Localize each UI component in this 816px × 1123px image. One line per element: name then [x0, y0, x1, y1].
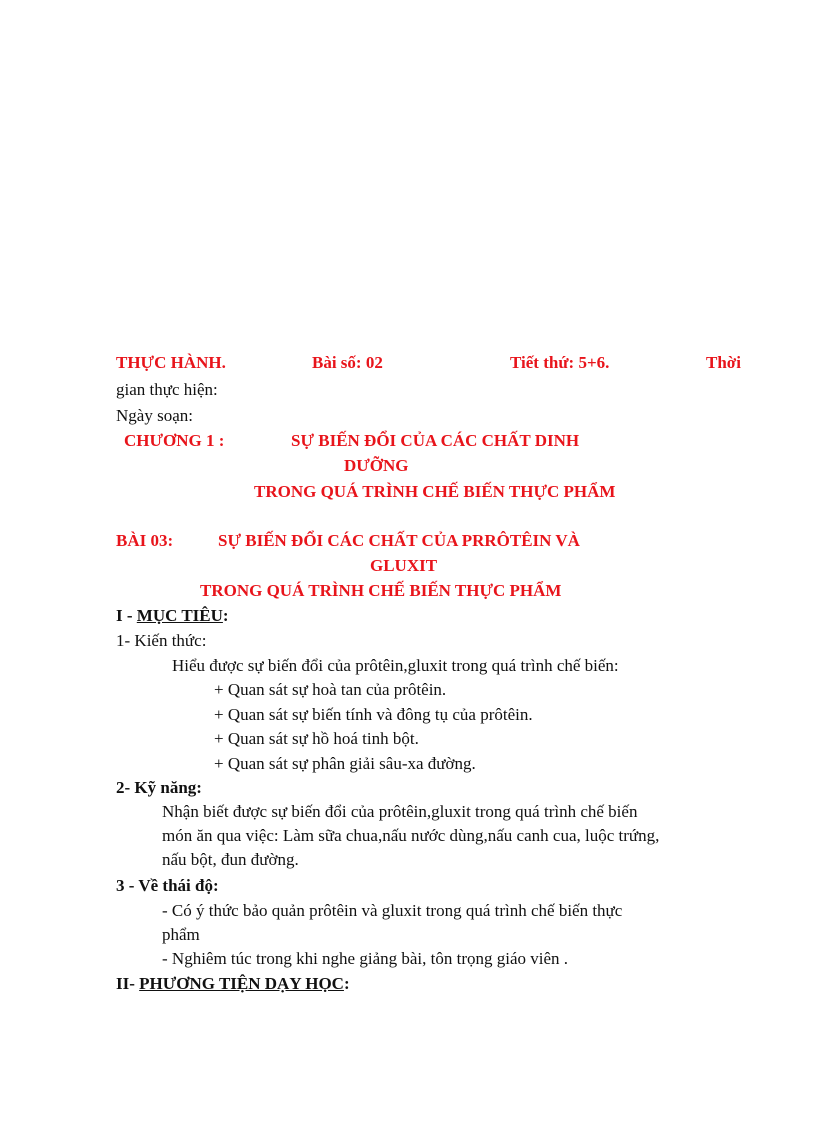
tiet-thu-label: Tiết thứ: 5+6.	[510, 353, 610, 372]
knowledge-item: + Quan sát sự hồ hoá tinh bột.	[214, 729, 419, 748]
lesson-label: BÀI 03:	[116, 531, 174, 550]
attitude-heading: 3 - Về thái độ:	[116, 876, 219, 895]
attitude-line: phẩm	[162, 925, 200, 944]
section-2-title: PHƯƠNG TIỆN DẠY HỌC	[139, 974, 344, 993]
skills-line: nấu bột, đun đường.	[162, 850, 299, 869]
chapter-label: CHƯƠNG 1 :	[124, 431, 225, 450]
chapter-title-line2: DƯỠNG	[344, 456, 409, 475]
thoi-gian-label: Thời	[706, 353, 741, 372]
knowledge-heading: 1- Kiến thức:	[116, 631, 207, 650]
bai-so-label: Bài số: 02	[312, 353, 383, 372]
attitude-line: - Nghiêm túc trong khi nghe giảng bài, tôn trọng giáo viên .	[162, 949, 569, 968]
lesson-title-line1: SỰ BIẾN ĐỔI CÁC CHẤT CỦA PRRÔTÊIN VÀ	[218, 531, 580, 550]
section-1-number: I -	[116, 606, 137, 625]
thuc-hanh-label: THỰC HÀNH.	[116, 353, 226, 372]
ngay-soan: Ngày soạn:	[116, 406, 193, 425]
knowledge-intro: Hiểu được sự biến đổi của prôtêin,gluxit trong quá trình chế biến:	[172, 656, 619, 675]
section-1-heading	[116, 605, 229, 627]
section-1-title: MỤC TIÊU	[136, 606, 223, 625]
section-2-heading	[116, 973, 350, 995]
attitude-line: - Có ý thức bảo quản prôtêin và gluxit trong quá trình chế biến thực	[162, 901, 623, 920]
chapter-title-line1: SỰ BIẾN ĐỔI CỦA CÁC CHẤT DINH	[291, 431, 580, 450]
section-2-colon: :	[343, 974, 350, 993]
knowledge-item: + Quan sát sự phân giải sâu-xa đường.	[214, 754, 476, 773]
knowledge-item: + Quan sát sự hoà tan của prôtêin.	[214, 680, 447, 699]
lesson-title-line2: GLUXIT	[370, 556, 438, 575]
knowledge-item: + Quan sát sự biến tính và đông tụ của prôtêin.	[214, 705, 533, 724]
skills-line: Nhận biết được sự biến đổi của prôtêin,gluxit trong quá trình chế biến	[162, 802, 638, 821]
chapter-title-line3: TRONG QUÁ TRÌNH CHẾ BIẾN THỰC PHẨM	[254, 482, 616, 501]
lesson-title-line3: TRONG QUÁ TRÌNH CHẾ BIẾN THỰC PHẨM	[200, 581, 562, 600]
skills-line: món ăn qua việc: Làm sữa chua,nấu nước dùng,nấu canh cua, luộc trứng,	[162, 826, 660, 845]
section-1-colon: :	[222, 606, 229, 625]
section-2-number: II-	[116, 974, 140, 993]
thoi-gian-thuc-hien: gian thực hiện:	[116, 380, 218, 399]
skills-heading: 2- Kỹ năng:	[116, 778, 202, 797]
